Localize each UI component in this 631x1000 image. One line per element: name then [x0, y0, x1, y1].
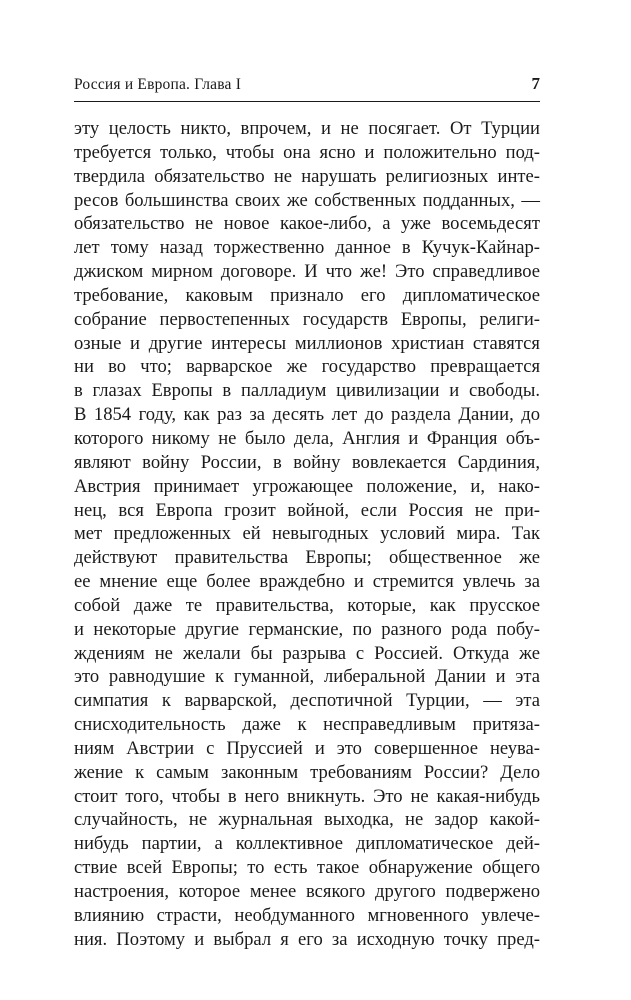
text-line: эту целость никто, впрочем, и не посягает. От Турции: [74, 118, 540, 139]
running-title: Россия и Европа. Глава I: [74, 76, 242, 93]
body-text: [74, 117, 540, 952]
text-line: твердила обязательство не нарушать религиозных инте-: [74, 165, 540, 187]
text-line: ни во что; варварское же государство превращается: [74, 356, 540, 378]
header-rule: [74, 101, 540, 102]
text-line: нибудь партии, а коллективное дипломатическое дей-: [74, 833, 540, 855]
text-line: являют войну России, в войну вовлекается Сардиния,: [74, 451, 540, 473]
text-line: ниям Австрии с Пруссией и это совершенное неува-: [74, 737, 540, 759]
text-line: озные и другие интересы миллионов христиан ставятся: [74, 332, 540, 354]
text-line: жение к самым законным требованиям России? Дело: [74, 761, 540, 783]
text-line: настроения, которое менее всякого другого подвержено: [74, 881, 540, 902]
text-line: ресов большинства своих же собственных подданных, —: [74, 189, 540, 211]
text-line: случайность, не журнальная выходка, не задор какой-: [74, 809, 540, 831]
text-line: обязательство не новое какое-либо, а уже восемьдесят: [74, 213, 540, 235]
text-line: собой даже те правительства, которые, как прусское: [74, 594, 540, 616]
text-line: ждениям не желали бы разрыва с Россией. Откуда же: [74, 642, 540, 664]
text-line: ее мнение еще более враждебно и стремится увлечь за: [74, 571, 540, 593]
text-line: требование, каковым признало его дипломатическое: [74, 284, 540, 306]
text-line: лет тому назад торжественно данное в Кучук-Кайнар-: [74, 237, 540, 259]
text-line: снисходительность даже к несправедливым притяза-: [74, 714, 540, 736]
text-line: Австрия принимает угрожающее положение, и, нако-: [74, 475, 540, 497]
text-line: влиянию страсти, необдуманного мгновенного увлече-: [74, 904, 540, 926]
page-header: [74, 74, 540, 98]
text-line: мет предложенных ей невыгодных условий мира. Так: [74, 523, 540, 545]
text-line: симпатия к варварской, деспотичной Турции, — эта: [74, 690, 540, 712]
page-number: 7: [531, 74, 540, 93]
text-line: собрание первостепенных государств Европы, религи-: [74, 308, 540, 330]
text-line: требуется только, чтобы она ясно и положительно под-: [74, 141, 540, 163]
text-line: В 1854 году, как раз за десять лет до раздела Дании, до: [74, 404, 540, 426]
text-line: ния. Поэтому и выбрал я его за исходную точку пред-: [74, 928, 540, 950]
text-line: стоит того, чтобы в него вникнуть. Это не какая-нибудь: [74, 785, 540, 807]
text-line: которого никому не было дела, Англия и Франция объ-: [74, 427, 540, 449]
text-line: ствие всей Европы; то есть такое обнаружение общего: [74, 857, 540, 879]
text-line: в глазах Европы в палладиум цивилизации и свободы.: [74, 380, 540, 402]
text-line: нец, вся Европа грозит войной, если Россия не при-: [74, 499, 540, 521]
text-line: джиском мирном договоре. И что же! Это справедливое: [74, 261, 540, 283]
text-line: действуют правительства Европы; общественное же: [74, 547, 540, 569]
text-line: и некоторые другие германские, по разного рода побу-: [74, 618, 540, 640]
text-line: это равнодушие к гуманной, либеральной Дании и эта: [74, 666, 540, 688]
